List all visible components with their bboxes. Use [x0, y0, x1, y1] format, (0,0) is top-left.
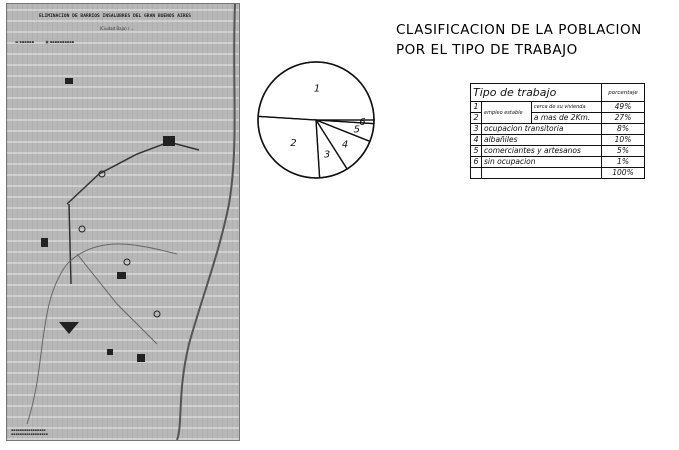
map-drawing [7, 4, 239, 440]
map-marker [107, 349, 113, 355]
map-subtitle: (Ciudad Baja) / ... [99, 26, 135, 31]
row-number: 4 [471, 135, 482, 146]
row-number: 1 [471, 102, 482, 113]
aerial-map [6, 3, 240, 441]
row-text: sin ocupacion [482, 157, 602, 168]
pie-chart [252, 56, 380, 188]
map-footer: ▪▪▪▪▪▪▪▪▪▪▪▪▪▪▪▪ ▪▪▪▪▪▪▪▪▪▪▪▪▪▪▪▪▪ [11, 428, 48, 436]
table-total-row [471, 168, 645, 179]
pie-slice-label: 2 [290, 138, 297, 150]
pie-slice-label: 3 [323, 149, 331, 161]
map-title: ELIMINACION DE BARRIOS INSALUBRES DEL GRAN BUENOS AIRES [38, 14, 192, 19]
road [77, 254, 157, 344]
header-porcentaje: porcentaje [602, 84, 645, 102]
row-text: comerciantes y artesanos [482, 146, 602, 157]
row-percent: 5% [602, 146, 645, 157]
river-coast [177, 4, 235, 440]
header-tipo-de-trabajo: Tipo de trabajo [471, 84, 602, 102]
table-row [471, 102, 645, 113]
map-marker [59, 322, 79, 334]
road [67, 142, 199, 204]
pie-slice-label: 5 [353, 124, 360, 136]
row-text: cerca de su vivienda [531, 102, 601, 113]
map-marker [65, 78, 73, 84]
map-legend-item: ▬ ▪▪▪▪▪▪ [15, 40, 35, 44]
row-text: ocupacion transitoria [482, 124, 602, 135]
row-percent: 10% [602, 135, 645, 146]
row-text-empty [482, 168, 602, 179]
table-header-row [471, 84, 645, 102]
total-percent: 100% [602, 168, 645, 179]
pie-slice-label: 1 [313, 83, 321, 95]
table-row [471, 124, 645, 135]
table-row [471, 157, 645, 168]
map-legend-item: ▣ ▪▪▪▪▪▪▪▪▪▪ [45, 40, 75, 44]
row-number: 3 [471, 124, 482, 135]
map-marker [79, 226, 85, 232]
work-type-table [470, 83, 645, 179]
page-title [396, 20, 642, 60]
pie-slice-label: 4 [341, 139, 349, 151]
map-marker [41, 238, 48, 247]
empleo-estable-label: empleo estable [482, 102, 532, 124]
row-number: 6 [471, 157, 482, 168]
row-text: albañiles [482, 135, 602, 146]
pie-chart-svg [252, 56, 380, 184]
row-percent: 8% [602, 124, 645, 135]
pie-slice-label: 6 [359, 117, 366, 128]
row-number: 2 [471, 113, 482, 124]
map-marker [117, 272, 126, 279]
row-percent: 49% [602, 102, 645, 113]
map-marker [154, 311, 160, 317]
table-row [471, 135, 645, 146]
row-number: 5 [471, 146, 482, 157]
road [69, 204, 71, 284]
row-percent: 27% [602, 113, 645, 124]
page-title-line-2: POR EL TIPO DE TRABAJO [396, 42, 578, 58]
row-text: a mas de 2Km. [531, 113, 601, 124]
page-title-line-1: CLASIFICACION DE LA POBLACION [396, 22, 642, 38]
row-percent: 1% [602, 157, 645, 168]
road [27, 244, 177, 424]
row-number-empty [471, 168, 482, 179]
map-marker [137, 354, 145, 362]
map-marker [124, 259, 130, 265]
map-marker [163, 136, 175, 146]
table-row [471, 146, 645, 157]
